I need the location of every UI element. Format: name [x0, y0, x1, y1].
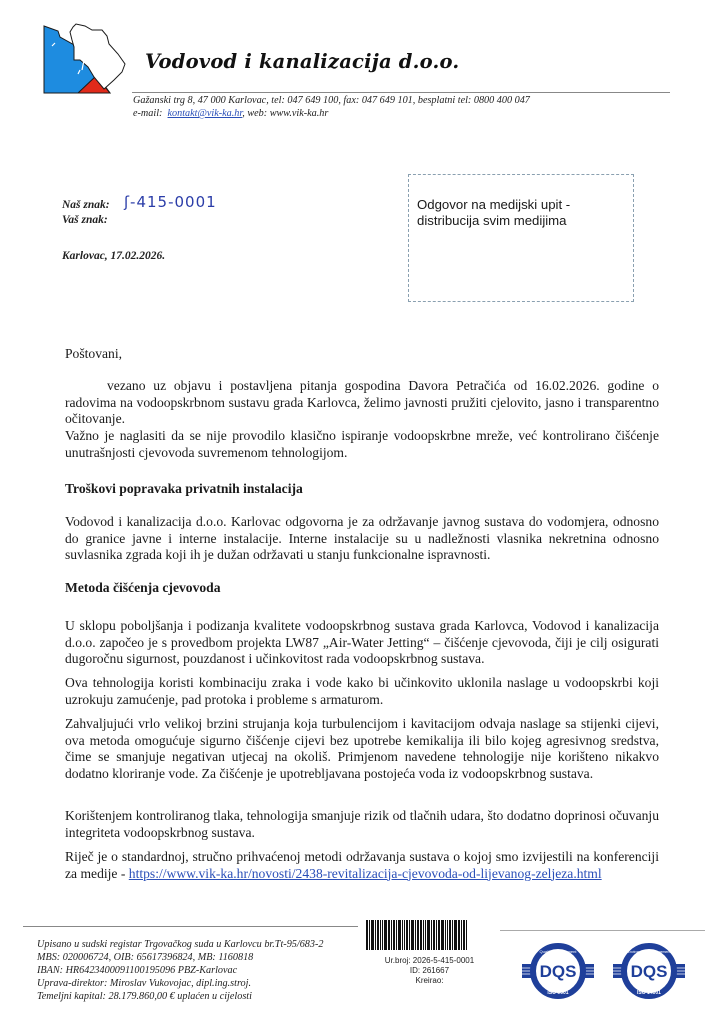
salutation: Poštovani, [65, 346, 123, 361]
recipient-subject-box [408, 174, 634, 302]
svg-text:Environmental Management: Environmental Management [627, 950, 671, 954]
document-id: ID: 261667 [409, 966, 450, 975]
section2-paragraph-4: Korištenjem kontroliranog tlaka, tehnologija smanjuje rizik od tlačnih udara, što dodatno doprinosi očuvanju integriteta vodoopskrbnog sustava. [65, 808, 659, 840]
letter-date: Karlovac, 17.02.2026. [62, 250, 166, 262]
intro-paragraph: vezano uz objavu i postavljena pitanja gospodina Davora Petračića od 16.02.2026. godine o radovima na vodoopskrbnom sustavu grada Karlovca, želimo javnosti pružiti cjelovito, jasno i transparentno očitovanje. [65, 378, 659, 426]
our-reference-label: Naš znak: [62, 199, 110, 211]
header-contact [133, 94, 530, 120]
barcode-info [372, 956, 487, 986]
company-registration-info [37, 938, 323, 1003]
section2-paragraph-2: Ova tehnologija koristi kombinaciju zraka i vode kako bi učinkovito uklonila naslage u vodoopskrbi koji uzrokuju zamućenje, pad protoka i probleme s armaturom. [65, 675, 659, 707]
company-logo [30, 22, 135, 94]
ids-line: MBS: 020006724, OIB: 65617396824, MB: 1160818 [37, 952, 254, 963]
svg-text:ISO 14001: ISO 14001 [637, 990, 661, 996]
section1-paragraph: Vodovod i kanalizacija d.o.o. Karlovac odgovorna je za održavanje javnog sustava do vodomjera, odnosno do granice javne i interne instalacije. Interne instalacije su u nadležnosti vlasnika nekretnina odnosno suvlasnika zgrada koji ih je dužan održavati u stanju funkcionalne ispravnosti. [65, 514, 659, 562]
your-reference-row [62, 213, 217, 228]
your-reference-label: Vaš znak: [62, 214, 108, 226]
footer-divider-right [500, 930, 705, 931]
section2-paragraph-5 [65, 849, 659, 882]
web-url: www.vik-ka.hr [269, 108, 329, 119]
reference-block [62, 193, 217, 228]
registry-number: Ur.broj: 2026-5-415-0001 [384, 956, 475, 965]
iban-line: IBAN: HR6423400091100195096 PBZ-Karlovac [37, 965, 238, 976]
subject-line-2: distribucija svim medijima [417, 213, 567, 228]
svg-text:DQS: DQS [539, 962, 577, 981]
web-label: , web: [242, 108, 270, 119]
conference-text: Riječ je o standardnoj, stručno prihvaćenoj metodi održavanja sustava o kojoj smo izvijestili na konferenciji za medije - [65, 849, 659, 881]
intro-paragraph-2: Važno je naglasiti da se nije provodilo klasično ispiranje vodoopskrbne mreže, već kontrolirano čišćenje unutrašnjosti cjevovoda suvremenom tehnologijom. [65, 428, 659, 460]
created-by: Kreirao: [415, 976, 444, 985]
iso-14001-certification-icon [613, 940, 685, 1002]
iso-9001-certification-icon [522, 940, 594, 1002]
svg-text:ISO 9001: ISO 9001 [547, 990, 569, 996]
director-line: Uprava-direktor: Miroslav Vukovojac, dipl.ing.stroj. [37, 978, 251, 989]
register-line: Upisano u sudski registar Trgovačkog suda u Karlovcu br.Tt-95/683-2 [37, 939, 324, 950]
section-heading-private-installations: Troškovi popravaka privatnih instalacija [65, 481, 303, 496]
news-article-link[interactable]: https://www.vik-ka.hr/novosti/2438-revitalizacija-cjevovoda-od-lijevanog-zeljeza.html [128, 865, 602, 881]
our-reference-row [62, 193, 217, 213]
capital-line: Temeljni kapital: 28.179.860,00 € uplaćen u cijelosti [37, 991, 252, 1002]
our-reference-value: ʃ-415-0001 [124, 193, 217, 211]
svg-text:DQS: DQS [630, 962, 668, 981]
address-line: Gažanski trg 8, 47 000 Karlovac, tel: 047 649 100, fax: 047 649 101, besplatni tel: 0800 400 047 [133, 95, 530, 106]
company-name: Vodovod i kanalizacija d.o.o. [145, 50, 460, 73]
email-web-line [133, 107, 530, 120]
section2-paragraph-1: U sklopu poboljšanja i podizanja kvalitete vodoopskrbnog sustava grada Karlovca, Vodovod i kanalizacija d.o.o. započeo je s provedbom projekta LW87 „Air-Water Jetting“ – čišćenje cjevovoda, čiji je cilj osigurati dugoročnu sigurnost, pouzdanost i učinkovitost rada vodoopskrbnog sustava. [65, 618, 659, 666]
email-label: e-mail: [133, 108, 163, 119]
barcode [366, 920, 491, 950]
email-link[interactable]: kontakt@vik-ka.hr [167, 108, 243, 119]
section-heading-cleaning-method: Metoda čišćenja cjevovoda [65, 580, 221, 595]
section2-paragraph-3: Zahvaljujući vrlo velikoj brzini strujanja koja turbulencijom i kavitacijom odvaja naslage sa stijenki cijevi, ova metoda omogućuje sigurno čišćenje cijevi bez upotrebe kemikalija ili bilo kojeg agresivnog sredstva, čime se smanjuje negativan utjecaj na okoliš. Primjenom navedene tehnologije nije korišteno nikakvo dodatno kloriranje vode. Za čišćenje je upotrebljavana postojeća voda iz vodoopskrbnog sustava. [65, 716, 659, 781]
footer-divider [23, 926, 358, 927]
header-divider [132, 92, 670, 93]
subject-line-1: Odgovor na medijski upit - [417, 197, 571, 212]
svg-text:Quality Management: Quality Management [539, 949, 577, 954]
